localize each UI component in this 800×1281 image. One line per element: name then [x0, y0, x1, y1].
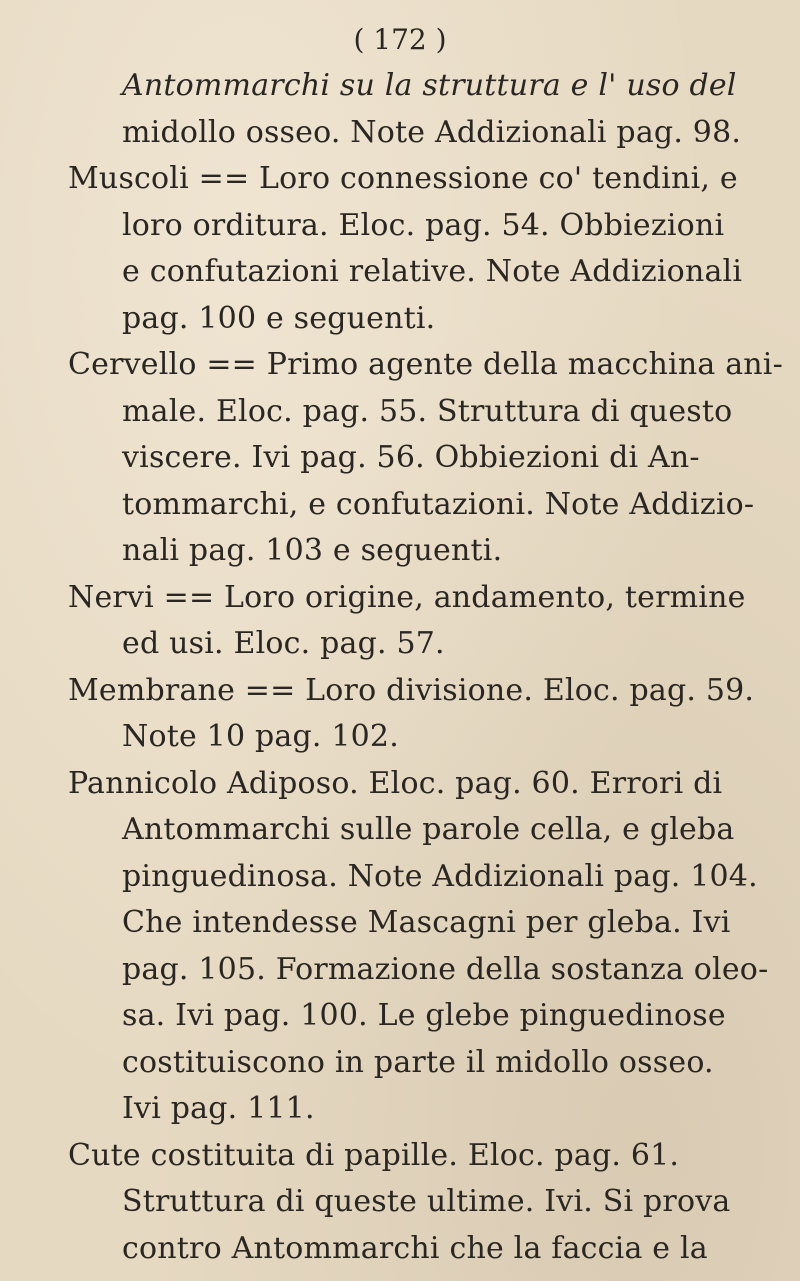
- entry-heading: Cervello == Primo agente della macchina ani-: [68, 347, 783, 382]
- entry-heading: Pannicolo Adiposo. Eloc. pag. 60. Errori di: [68, 765, 723, 801]
- text-line: viscere. Ivi pag. 56. Obbiezioni di An-: [122, 440, 700, 475]
- entry-heading: Muscoli == Loro connessione co' tendini, e: [68, 161, 738, 196]
- text-line: Che intendesse Mascagni per gleba. Ivi: [122, 905, 731, 940]
- entry-heading: Cute costituita di papille. Eloc. pag. 61.: [68, 1137, 680, 1173]
- text-line: Antommarchi su la struttura e l' uso del: [122, 68, 737, 103]
- text-line: pag. 100 e seguenti.: [122, 300, 436, 336]
- text-line: e confutazioni relative. Note Addizionali: [122, 254, 743, 289]
- text-line: Antommarchi sulle parole cella, e gleba: [122, 812, 735, 847]
- text-line: sa. Ivi pag. 100. Le glebe pinguedinose: [122, 998, 726, 1033]
- text-line: midollo osseo. Note Addizionali pag. 98.: [122, 114, 742, 150]
- page-number: ( 172 ): [353, 23, 447, 56]
- text-line: Ivi pag. 111.: [122, 1091, 315, 1126]
- text-line: Note 10 pag. 102.: [122, 719, 399, 754]
- text-line: Struttura di queste ultime. Ivi. Si prova: [122, 1184, 731, 1219]
- text-line: male. Eloc. pag. 55. Struttura di questo: [122, 393, 733, 429]
- entry-heading: Membrane == Loro divisione. Eloc. pag. 59.: [68, 672, 755, 708]
- text-line: pinguedinosa. Note Addizionali pag. 104.: [122, 858, 758, 894]
- text-line: costituiscono in parte il midollo osseo.: [122, 1044, 714, 1080]
- text-line: nali pag. 103 e seguenti.: [122, 533, 503, 568]
- text-line: tommarchi, e confutazioni. Note Addizio-: [122, 486, 755, 522]
- text-line: loro orditura. Eloc. pag. 54. Obbiezioni: [122, 207, 725, 243]
- entry-heading: Nervi == Loro origine, andamento, termine: [68, 579, 746, 615]
- text-line: contro Antommarchi che la faccia e la: [122, 1230, 708, 1266]
- text-line: ed usi. Eloc. pag. 57.: [122, 626, 445, 661]
- text-line: pag. 105. Formazione della sostanza oleo-: [122, 951, 769, 987]
